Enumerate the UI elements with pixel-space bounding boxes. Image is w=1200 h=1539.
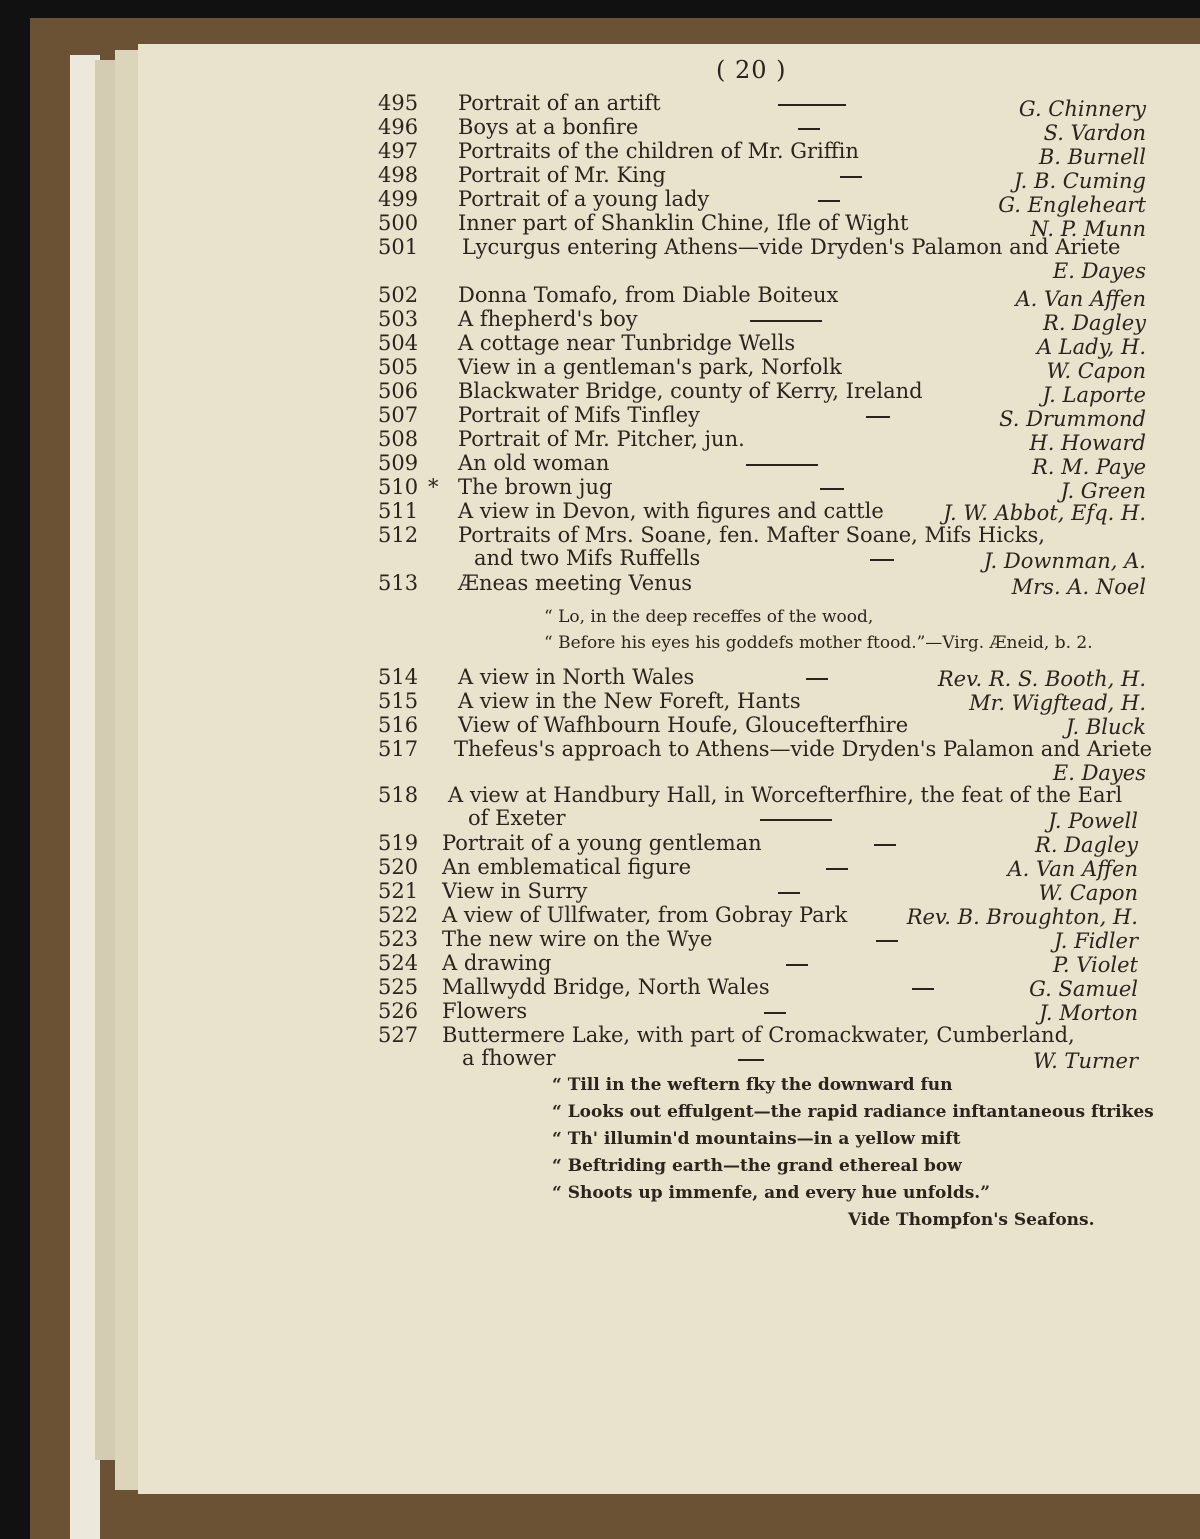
entry (138, 880, 1200, 904)
entry-title: Flowers (442, 999, 528, 1023)
entry-number: 509 (378, 451, 419, 475)
catalogue-page (138, 44, 1200, 1494)
entry (138, 403, 1200, 431)
dash-rule (750, 320, 822, 322)
entry-title: A view in North Wales (458, 665, 695, 689)
citation: Vide Thompfon's Seafons. (848, 1210, 1095, 1230)
entry-artist: P. Violet (1053, 953, 1138, 977)
entry-artist: A Lady, H. (1036, 335, 1146, 359)
dash-rule (826, 868, 848, 870)
dash-rule (866, 416, 890, 418)
entry (138, 832, 1200, 856)
quote-block (138, 600, 1200, 666)
entry-number: 517 (378, 737, 419, 761)
entry-artist: J. Fidler (1053, 929, 1138, 953)
entry-number: 516 (378, 713, 419, 737)
entry-number: 495 (378, 91, 419, 115)
entry (138, 976, 1200, 1000)
entry-title: Lycurgus entering Athens—vide Dryden's Palamon and Ariete (462, 235, 1121, 259)
entry (138, 1024, 1200, 1072)
entry-title: View in Surry (442, 879, 588, 903)
quote-block (138, 1072, 1200, 1234)
dash-rule (738, 1059, 764, 1061)
entry-title: Blackwater Bridge, county of Kerry, Ireland (458, 379, 923, 403)
entry-number: 499 (378, 187, 419, 211)
quote-line: “ Before his eyes his goddefs mother ftood.”—Virg. Æneid, b. 2. (544, 633, 1093, 653)
entry (138, 211, 1200, 241)
entry-title: Mallwydd Bridge, North Wales (442, 975, 770, 999)
entry-title: Æneas meeting Venus (458, 571, 693, 595)
entry-title: A drawing (442, 951, 552, 975)
dash-rule (778, 104, 846, 106)
entry-artist: R. Dagley (1035, 833, 1138, 857)
entry-number: 497 (378, 139, 419, 163)
dash-rule (760, 819, 832, 821)
entry (138, 91, 1200, 121)
entry-number: 518 (378, 783, 419, 807)
entry (138, 355, 1200, 383)
entry-artist: A. Van Affen (1007, 857, 1138, 881)
entry (138, 1000, 1200, 1024)
entry-title: A view at Handbury Hall, in Worcefterfhire, the feat of the Earl (448, 783, 1123, 807)
entry-number: 501 (378, 235, 419, 259)
entry (138, 524, 1200, 572)
entry-number: 507 (378, 403, 419, 427)
entry-list (138, 92, 1200, 1234)
entry-number: 527 (378, 1023, 419, 1047)
entry-artist: R. M. Paye (1031, 455, 1146, 479)
entry-title-continued: a fhower (462, 1046, 556, 1070)
entry-title: View in a gentleman's park, Norfolk (458, 355, 842, 379)
entry (138, 856, 1200, 880)
entry-number: 515 (378, 689, 419, 713)
entry-number: 513 (378, 571, 419, 595)
entry-title: Inner part of Shanklin Chine, Ifle of Wight (458, 211, 909, 235)
dash-rule (778, 892, 800, 894)
entry-title: Portrait of Mr. King (458, 163, 666, 187)
entry-number: 522 (378, 903, 419, 927)
entry-number: 525 (378, 975, 419, 999)
entry (138, 572, 1200, 600)
entry-artist: Rev. B. Broughton, H. (906, 905, 1138, 929)
entry-title: The brown jug (458, 475, 613, 499)
entry (138, 904, 1200, 928)
dash-rule (912, 988, 934, 990)
quote-line: “ Th' illumin'd mountains—in a yellow mift (552, 1129, 961, 1149)
entry-artist: J. Bluck (1065, 715, 1146, 739)
entry-number: 502 (378, 283, 419, 307)
entry-number: 506 (378, 379, 419, 403)
entry-title: Boys at a bonfire (458, 115, 639, 139)
entry-title: Buttermere Lake, with part of Cromackwater, Cumberland, (442, 1023, 1075, 1047)
entry-artist: J. W. Abbot, Efq. H. (943, 501, 1146, 525)
star-marker: * (428, 475, 439, 499)
dash-rule (764, 1012, 786, 1014)
entry-artist: N. P. Munn (1030, 217, 1146, 241)
entry-artist: Rev. R. S. Booth, H. (937, 667, 1146, 691)
dash-rule (818, 200, 840, 202)
entry-title: An emblematical figure (442, 855, 691, 879)
entry (138, 163, 1200, 193)
entry-number: 523 (378, 927, 419, 951)
entry-number: 519 (378, 831, 419, 855)
entry-artist: W. Capon (1046, 359, 1146, 383)
entry-number: 496 (378, 115, 419, 139)
dash-rule (806, 678, 828, 680)
entry (138, 236, 1200, 284)
entry (138, 451, 1200, 479)
entry-artist: Mr. Wigftead, H. (969, 691, 1146, 715)
entry-artist: J. Laporte (1042, 383, 1146, 407)
entry (138, 738, 1200, 784)
entry-title: A cottage near Tunbridge Wells (458, 331, 796, 355)
entry-title: The new wire on the Wye (442, 927, 713, 951)
entry-artist: G. Samuel (1029, 977, 1138, 1001)
entry-number: 524 (378, 951, 419, 975)
entry-artist: J. Downman, A. (983, 549, 1146, 573)
entry-title: A view in the New Foreft, Hants (458, 689, 801, 713)
entry-artist: E. Dayes (1052, 761, 1146, 785)
entry (138, 714, 1200, 738)
entry-title: An old woman (458, 451, 610, 475)
entry-number: 511 (378, 499, 419, 523)
entry-artist: J. Green (1060, 479, 1146, 503)
quote-line: “ Looks out effulgent—the rapid radiance inftantaneous ftrikes (552, 1102, 1154, 1122)
entry (138, 115, 1200, 145)
entry-number: 520 (378, 855, 419, 879)
entry-title: Portrait of a young lady (458, 187, 710, 211)
dash-rule (876, 940, 898, 942)
entry-title: View of Wafhbourn Houfe, Gloucefterfhire (458, 713, 909, 737)
entry-artist: G. Engleheart (998, 193, 1146, 217)
entry-title: Portraits of Mrs. Soane, fen. Mafter Soane, Mifs Hicks, (458, 523, 1045, 547)
entry-artist: B. Burnell (1038, 145, 1146, 169)
entry-number: 498 (378, 163, 419, 187)
entry (138, 475, 1200, 503)
entry (138, 952, 1200, 976)
dash-rule (798, 128, 820, 130)
entry (138, 307, 1200, 335)
dash-rule (870, 559, 894, 561)
entry-number: 521 (378, 879, 419, 903)
entry-artist: R. Dagley (1043, 311, 1146, 335)
entry-artist: E. Dayes (1052, 259, 1146, 283)
entry-title-continued: and two Mifs Ruffells (474, 546, 701, 570)
entry-title: A view in Devon, with figures and cattle (458, 499, 884, 523)
entry (138, 928, 1200, 952)
entry (138, 331, 1200, 359)
page-header: ( 20 ) (716, 56, 787, 84)
entry (138, 784, 1200, 832)
quote-line: “ Shoots up immenfe, and every hue unfolds.” (552, 1183, 990, 1203)
entry-number: 503 (378, 307, 419, 331)
entry-artist: J. Powell (1048, 809, 1138, 833)
entry-title: Portrait of a young gentleman (442, 831, 762, 855)
quote-line: “ Lo, in the deep receffes of the wood, (544, 607, 874, 627)
entry-title: A view of Ullfwater, from Gobray Park (442, 903, 848, 927)
entry (138, 427, 1200, 455)
entry (138, 690, 1200, 714)
entry-number: 508 (378, 427, 419, 451)
entry-artist: Mrs. A. Noel (1011, 575, 1146, 599)
dash-rule (820, 488, 844, 490)
entry-artist: J. Morton (1039, 1001, 1138, 1025)
entry-title: Portrait of Mifs Tinfley (458, 403, 700, 427)
dash-rule (746, 464, 818, 466)
entry-title: Portraits of the children of Mr. Griffin (458, 139, 859, 163)
entry (138, 500, 1200, 524)
entry-number: 504 (378, 331, 419, 355)
entry-title: Portrait of an artift (458, 91, 661, 115)
entry-artist: W. Capon (1038, 881, 1138, 905)
entry (138, 139, 1200, 169)
entry-number: 505 (378, 355, 419, 379)
entry (138, 666, 1200, 690)
entry (138, 187, 1200, 217)
entry-artist: H. Howard (1029, 431, 1146, 455)
entry-artist: S. Drummond (999, 407, 1146, 431)
dash-rule (874, 844, 896, 846)
entry (138, 283, 1200, 311)
entry-artist: J. B. Cuming (1013, 169, 1146, 193)
entry-title: A fhepherd's boy (458, 307, 638, 331)
entry-artist: W. Turner (1033, 1049, 1138, 1073)
entry-title: Portrait of Mr. Pitcher, jun. (458, 427, 745, 451)
entry-title: Thefeus's approach to Athens—vide Dryden's Palamon and Ariete (454, 737, 1153, 761)
entry-artist: A. Van Affen (1015, 287, 1146, 311)
entry-title: Donna Tomafo, from Diable Boiteux (458, 283, 839, 307)
entry-artist: S. Vardon (1043, 121, 1146, 145)
quote-line: “ Beftriding earth—the grand ethereal bow (552, 1156, 962, 1176)
entry-artist: G. Chinnery (1018, 97, 1146, 121)
dash-rule (840, 176, 862, 178)
entry-title-continued: of Exeter (468, 806, 566, 830)
entry-number: 526 (378, 999, 419, 1023)
entry-number: 514 (378, 665, 419, 689)
dash-rule (786, 964, 808, 966)
entry (138, 379, 1200, 407)
quote-line: “ Till in the weftern fky the downward fun (552, 1075, 953, 1095)
entry-number: 512 (378, 523, 419, 547)
entry-number: 500 (378, 211, 419, 235)
entry-number: 510 (378, 475, 419, 499)
